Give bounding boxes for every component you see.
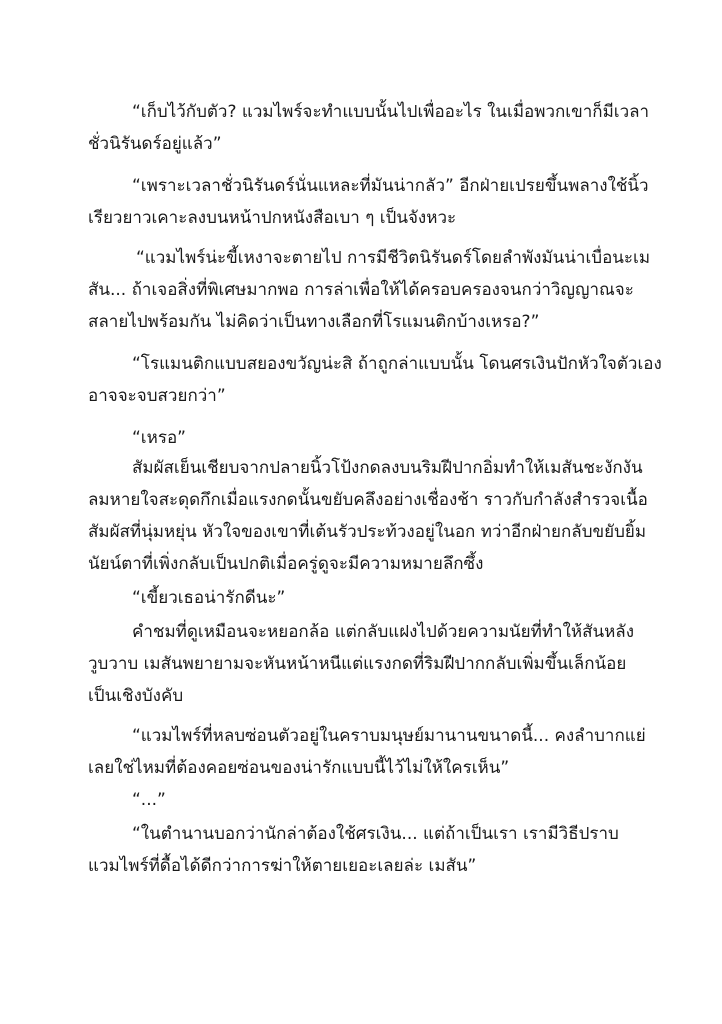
text-line: คำชมที่ดูเหมือนจะหยอกล้อ แต่กลับแฝงไปด้วยความนัยที่ทำให้สันหลัง: [132, 622, 634, 642]
text-line: “...”: [132, 790, 166, 810]
text-line: “เขี้ยวเธอน่ารักดีนะ”: [132, 588, 286, 608]
text-line: “เก็บไว้กับตัว? แวมไพร์จะทำแบบนั้นไปเพื่ออะไร ในเมื่อพวกเขาก็มีเวลา: [132, 102, 650, 122]
text-line: “แวมไพร์ที่หลบซ่อนตัวอยู่ในคราบมนุษย์มานานขนาดนี้... คงลำบากแย่: [132, 726, 646, 746]
text-line: สลายไปพร้อมกัน ไม่คิดว่าเป็นทางเลือกที่โรแมนติกบ้างเหรอ?”: [88, 312, 540, 332]
text-line: เป็นเชิงบังคับ: [88, 686, 184, 706]
text-line: สัน... ถ้าเจอสิ่งที่พิเศษมากพอ การล่าเพื่อให้ได้ครอบครองจนกว่าวิญญาณจะ: [88, 280, 634, 300]
text-line: สัมผัสที่นุ่มหยุ่น หัวใจของเขาที่เต้นรัวประท้วงอยู่ในอก ทว่าอีกฝ่ายกลับขยับยิ้ม: [88, 522, 647, 542]
text-line: สัมผัสเย็นเชียบจากปลายนิ้วโป้งกดลงบนริมฝีปากอิ่มทำให้เมสันชะงักงัน: [132, 458, 643, 478]
text-line: แวมไพร์ที่ดื้อได้ดีกว่าการฆ่าให้ตายเยอะเลยล่ะ เมสัน”: [88, 856, 477, 876]
text-line: ลมหายใจสะดุดกึกเมื่อแรงกดนั้นขยับคลึงอย่างเชื่องช้า ราวกับกำลังสำรวจเนื้อ: [88, 490, 648, 510]
text-line: เรียวยาวเคาะลงบนหน้าปกหนังสือเบา ๆ เป็นจังหวะ: [88, 208, 457, 228]
text-line: นัยน์ตาที่เพิ่งกลับเป็นปกติเมื่อครู่ดูจะมีความหมายลึกซึ้ง: [88, 554, 484, 574]
text-line: “เพราะเวลาชั่วนิรันดร์นั่นแหละที่มันน่ากลัว” อีกฝ่ายเปรยขึ้นพลางใช้นิ้ว: [132, 176, 649, 196]
text-line: “แวมไพร์น่ะขี้เหงาจะตายไป การมีชีวิตนิรันดร์โดยลำพังมันน่าเบื่อนะเม: [136, 248, 651, 268]
text-line: ชั่วนิรันดร์อยู่แล้ว”: [88, 134, 222, 154]
text-line: “โรแมนติกแบบสยองขวัญน่ะสิ ถ้าถูกล่าแบบนั้น โดนศรเงินปักหัวใจตัวเอง: [132, 354, 662, 374]
text-line: อาจจะจบสวยกว่า”: [88, 386, 226, 406]
text-line: เลยใช่ไหมที่ต้องคอยซ่อนของน่ารักแบบนี้ไว้ไม่ให้ใครเห็น”: [88, 758, 510, 778]
text-line: “เหรอ”: [132, 428, 186, 448]
text-line: วูบวาบ เมสันพยายามจะหันหน้าหนีแต่แรงกดที่ริมฝีปากกลับเพิ่มขึ้นเล็กน้อย: [88, 654, 627, 674]
text-line: “ในตำนานบอกว่านักล่าต้องใช้ศรเงิน... แต่ถ้าเป็นเรา เรามีวิธีปราบ: [132, 824, 619, 844]
